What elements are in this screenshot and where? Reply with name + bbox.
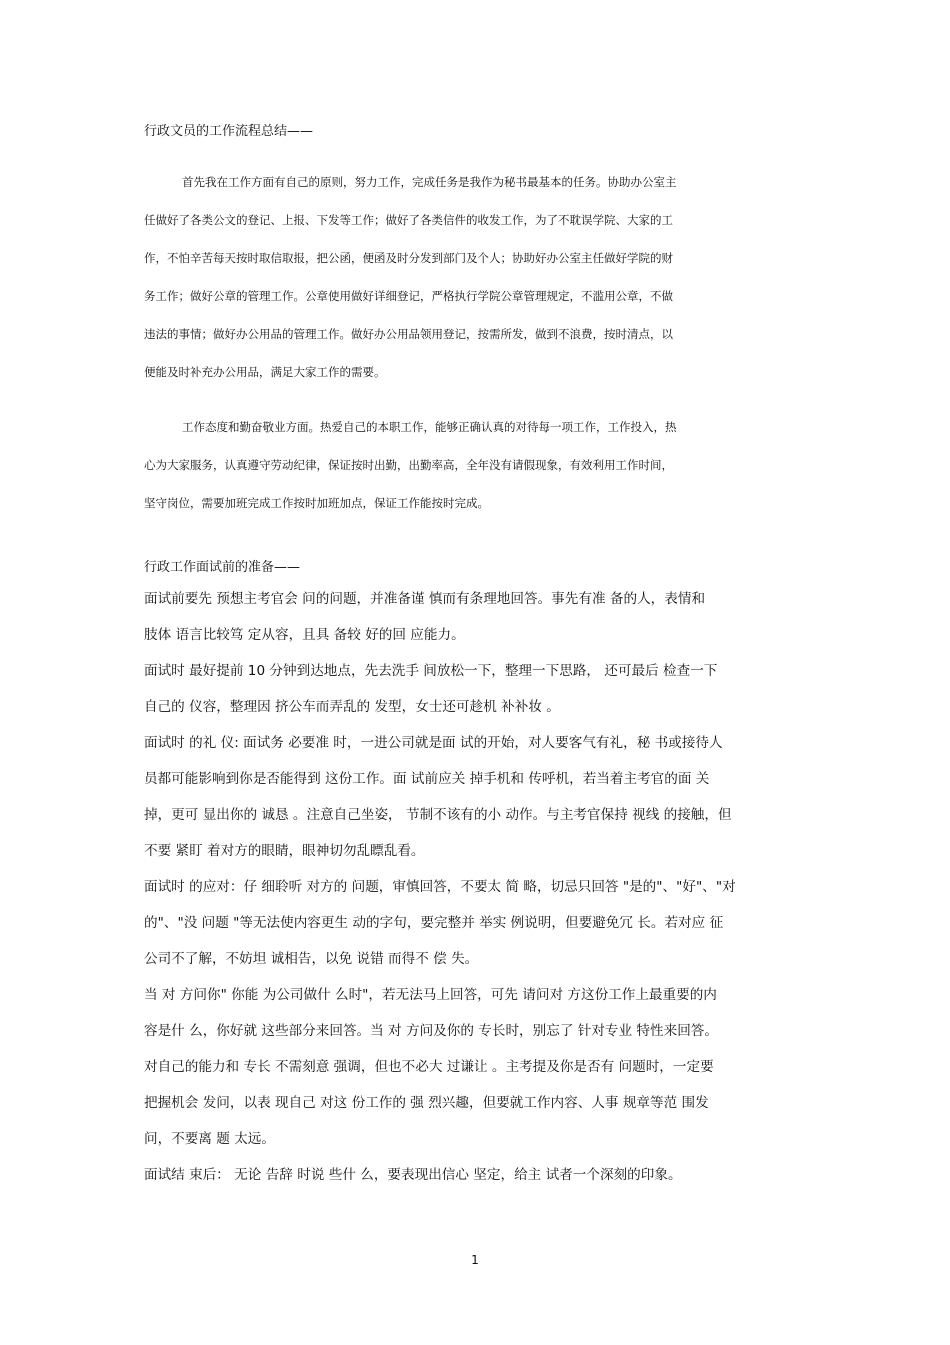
text-line: 坚守岗位，需要加班完成工作按时加班加点，保证工作能按时完成。 [144, 496, 489, 510]
text-line: 肢体 语言比较笃 定从容，且具 备较 好的回 应能力。 [144, 627, 465, 643]
text-line: 把握机会 发问，以表 现自己 对这 份工作的 强 烈兴趣，但要就工作内容、人事 规章等范 围发 [144, 1095, 709, 1111]
text-line: 便能及时补充办公用品，满足大家工作的需要。 [144, 365, 386, 379]
text-line: 面试时 的礼 仪: 面试务 必要准 时，一进公司就是面 试的开始，对人要客气有礼，秘 书或接待人 [144, 735, 723, 751]
text-line: 作，不怕辛苦每天按时取信取报，把公函，便函及时分发到部门及个人；协助好办公室主任做好学院的财 [144, 251, 673, 265]
text-line: 掉，更可 显出你的 诚恳 。注意自己坐姿， 节制不该有的小 动作。与主考官保持 视线 的接触，但 [144, 807, 732, 823]
text-line: 问，不要离 题 太远。 [144, 1131, 275, 1147]
text-line: 面试结 束后： 无论 告辞 时说 些什 么，要表现出信心 坚定，给主 试者一个深刻的印象。 [144, 1167, 682, 1183]
text-line: 当 对 方问你" 你能 为公司做什 么时"，若无法马上回答，可先 请问对 方这份工作上最重要的内 [144, 987, 717, 1003]
section-title-interview-prep: 行政工作面试前的准备—— [144, 560, 301, 575]
text-line: 员都可能影响到你是否能得到 这份工作。面 试前应关 掉手机和 传呼机，若当着主考官的面 关 [144, 771, 710, 787]
text-line: 面试前要先 预想主考官会 问的问题，并准备谨 慎而有条理地回答。事先有准 备的人，表情和 [144, 591, 706, 607]
interview-tips-body [144, 581, 809, 1193]
text-line: 不要 紧盯 着对方的眼睛，眼神切勿乱瞟乱看。 [144, 843, 425, 859]
text-line: 自己的 仪容，整理因 挤公车而弄乱的 发型，女士还可趁机 补补妆 。 [144, 699, 560, 715]
text-line: 的"、"没 问题 "等无法使内容更生 动的字句，要完整并 举实 例说明，但要避免冗 长。若对应 征 [144, 915, 724, 931]
text-line: 容是什 么，你好就 这些部分来回答。当 对 方问及你的 专长时，别忘了 针对专业 特性来回答。 [144, 1023, 718, 1039]
text-line: 违法的事情；做好办公用品的管理工作。做好办公用品领用登记，按需所发，做到不浪费，按时清点，以 [144, 327, 673, 341]
paragraph-work-principles [144, 163, 744, 391]
text-line: 心为大家服务，认真遵守劳动纪律，保证按时出勤，出勤率高，全年没有请假现象，有效利用工作时间， [144, 458, 673, 472]
page-number: 1 [471, 1253, 479, 1267]
text-line: 任做好了各类公文的登记、上报、下发等工作；做好了各类信件的收发工作，为了不耽误学院、大家的工 [144, 213, 673, 227]
text-line: 面试时 的应对：仔 细聆听 对方的 问题，审慎回答，不要太 简 略，切忌只回答 "是的"、"好"、"对 [144, 879, 736, 895]
text-line: 公司不了解，不妨坦 诚相告，以免 说错 而得不 偿 失。 [144, 951, 479, 967]
text-line: 工作态度和勤奋敬业方面。热爱自己的本职工作，能够正确认真的对待每一项工作，工作投入，热 [182, 420, 677, 434]
text-line: 对自己的能力和 专长 不需刻意 强调，但也不必大 过谦让 。主考提及你是否有 问题时，一定要 [144, 1059, 714, 1075]
text-line: 首先我在工作方面有自己的原则，努力工作，完成任务是我作为秘书最基本的任务。协助办公室主 [182, 175, 677, 189]
text-line: 面试时 最好提前 10 分钟到达地点，先去洗手 间放松一下，整理一下思路， 还可最后 检查一下 [144, 663, 718, 679]
paragraph-work-attitude [144, 408, 744, 522]
section-title-workflow: 行政文员的工作流程总结—— [144, 124, 314, 139]
text-line: 务工作；做好公章的管理工作。公章使用做好详细登记，严格执行学院公章管理规定，不滥用公章，不做 [144, 289, 673, 303]
